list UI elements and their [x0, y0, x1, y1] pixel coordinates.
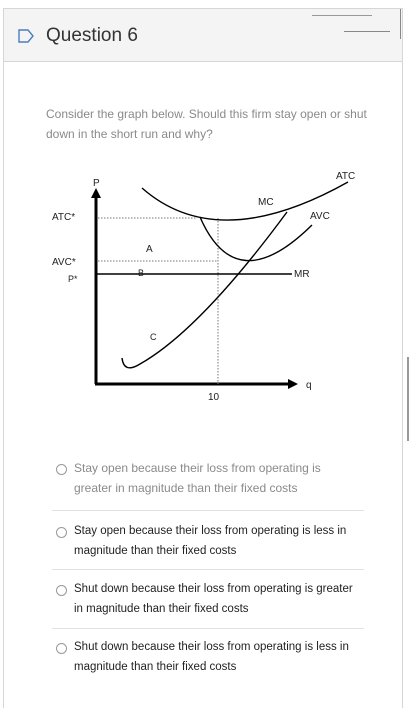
mc-curve — [122, 212, 287, 368]
question-title: Question 6 — [46, 25, 138, 46]
scrollbar[interactable] — [407, 357, 409, 441]
x-axis-arrow — [288, 379, 298, 389]
option-3-radio[interactable] — [56, 585, 67, 596]
mc-label: MC — [258, 197, 274, 208]
option-divider — [52, 510, 364, 511]
option-3-text[interactable]: Shut down because their loss from operating is greater in magnitude than their fixed costs — [74, 583, 353, 615]
option-2-radio[interactable] — [56, 527, 67, 538]
point-label-c: C — [150, 332, 157, 342]
option-4-radio[interactable] — [56, 643, 67, 654]
option-4-text[interactable]: Shut down because their loss from operating is less in magnitude than their fixed costs — [74, 641, 349, 673]
tick-label-atc-star: ATC* — [52, 212, 76, 223]
option-1-text[interactable]: Stay open because their loss from operating is greater in magnitude than their fixed costs — [74, 461, 321, 495]
avc-label: AVC — [310, 211, 330, 222]
y-axis-label: P — [93, 178, 100, 189]
point-label-a: A — [146, 244, 153, 255]
tick-label-p-star: P* — [68, 274, 78, 284]
option-divider — [52, 569, 364, 570]
question-prompt: Consider the graph below. Should this firm stay open or shut down in the short run and why? — [46, 107, 367, 141]
avc-curve — [200, 217, 312, 261]
option-2-text[interactable]: Stay open because their loss from operating is less in magnitude than their fixed costs — [74, 525, 347, 557]
y-axis-arrow — [91, 188, 101, 198]
x-axis-label: q — [306, 380, 312, 391]
mr-label: MR — [294, 269, 310, 280]
option-1-radio[interactable] — [56, 464, 67, 475]
x-tick-label-10: 10 — [208, 392, 220, 403]
atc-label: ATC — [336, 171, 356, 182]
point-label-b: B — [138, 268, 145, 278]
option-divider — [52, 628, 364, 629]
tick-label-avc-star: AVC* — [52, 257, 76, 268]
